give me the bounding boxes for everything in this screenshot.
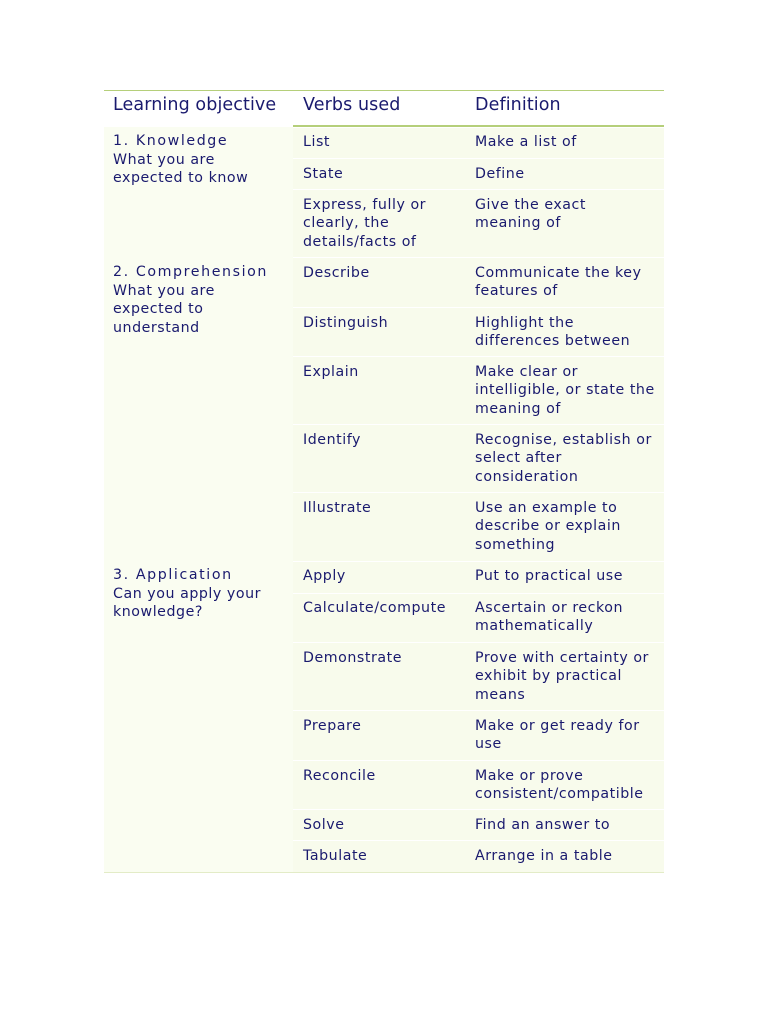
table-row: [293, 127, 664, 158]
definition-cell: Use an example to describe or explain something: [475, 500, 621, 553]
table-row: [293, 642, 664, 710]
objective-group-knowledge: [104, 127, 293, 257]
definition-cell: Make or get ready for use: [475, 718, 640, 753]
table-row: [293, 809, 664, 840]
table-row: [293, 561, 664, 593]
definition-cell: Put to practical use: [475, 568, 624, 584]
definition-cell: Make or prove consistent/compatible: [475, 768, 644, 803]
definition-cell: Make clear or intelligible, or state the meaning of: [475, 364, 655, 417]
table-row: [293, 760, 664, 809]
table-row: [293, 593, 664, 642]
objective-description: Can you apply your knowledge?: [113, 586, 262, 621]
verb-cell: List: [303, 134, 331, 150]
definition-cell: Communicate the key features of: [475, 265, 642, 300]
table-row: [293, 158, 664, 189]
verb-cell: Solve: [303, 817, 345, 833]
objective-description: What you are expected to understand: [113, 283, 215, 336]
table-row: [293, 492, 664, 561]
table-bottom-rule: [104, 872, 664, 873]
verb-cell: Explain: [303, 364, 359, 380]
definition-cell: Make a list of: [475, 134, 577, 150]
definition-cell: Highlight the differences between: [475, 315, 631, 350]
definition-cell: Ascertain or reckon mathematically: [475, 600, 624, 635]
definition-cell: Prove with certainty or exhibit by practical means: [475, 650, 649, 703]
table-row: [293, 307, 664, 356]
header-learning-objective: Learning objective: [113, 95, 277, 115]
objective-group-comprehension: [104, 257, 293, 561]
objective-title: 2. Comprehension: [113, 264, 269, 280]
table-row: [293, 257, 664, 307]
header-definition: Definition: [475, 95, 561, 115]
verb-cell: Distinguish: [303, 315, 389, 331]
definition-cell: Find an answer to: [475, 817, 611, 833]
verb-cell: Reconcile: [303, 768, 376, 784]
table-row: [293, 710, 664, 760]
verb-cell: Calculate/compute: [303, 600, 446, 616]
verb-cell: Prepare: [303, 718, 362, 734]
table-row: [293, 424, 664, 492]
verb-cell: Apply: [303, 568, 346, 584]
table-row: [293, 840, 664, 872]
objective-group-application: [104, 561, 293, 872]
table-header-row: [104, 90, 664, 126]
verb-cell: Illustrate: [303, 500, 372, 516]
header-verbs-used: Verbs used: [303, 95, 401, 115]
verb-cell: Identify: [303, 432, 361, 448]
verb-cell: Describe: [303, 265, 370, 281]
definition-cell: Arrange in a table: [475, 848, 613, 864]
verb-cell: State: [303, 166, 344, 182]
definition-cell: Recognise, establish or select after consideration: [475, 432, 652, 485]
verb-cell: Demonstrate: [303, 650, 402, 666]
objective-description: What you are expected to know: [113, 152, 249, 187]
objective-title: 1. Knowledge: [113, 133, 229, 149]
verb-cell: Tabulate: [303, 848, 368, 864]
table-row: [293, 189, 664, 257]
table-row: [293, 356, 664, 424]
verb-cell: Express, fully or clearly, the details/facts of: [303, 197, 427, 250]
objective-title: 3. Application: [113, 567, 233, 583]
definition-cell: Give the exact meaning of: [475, 197, 586, 232]
definition-cell: Define: [475, 166, 525, 182]
